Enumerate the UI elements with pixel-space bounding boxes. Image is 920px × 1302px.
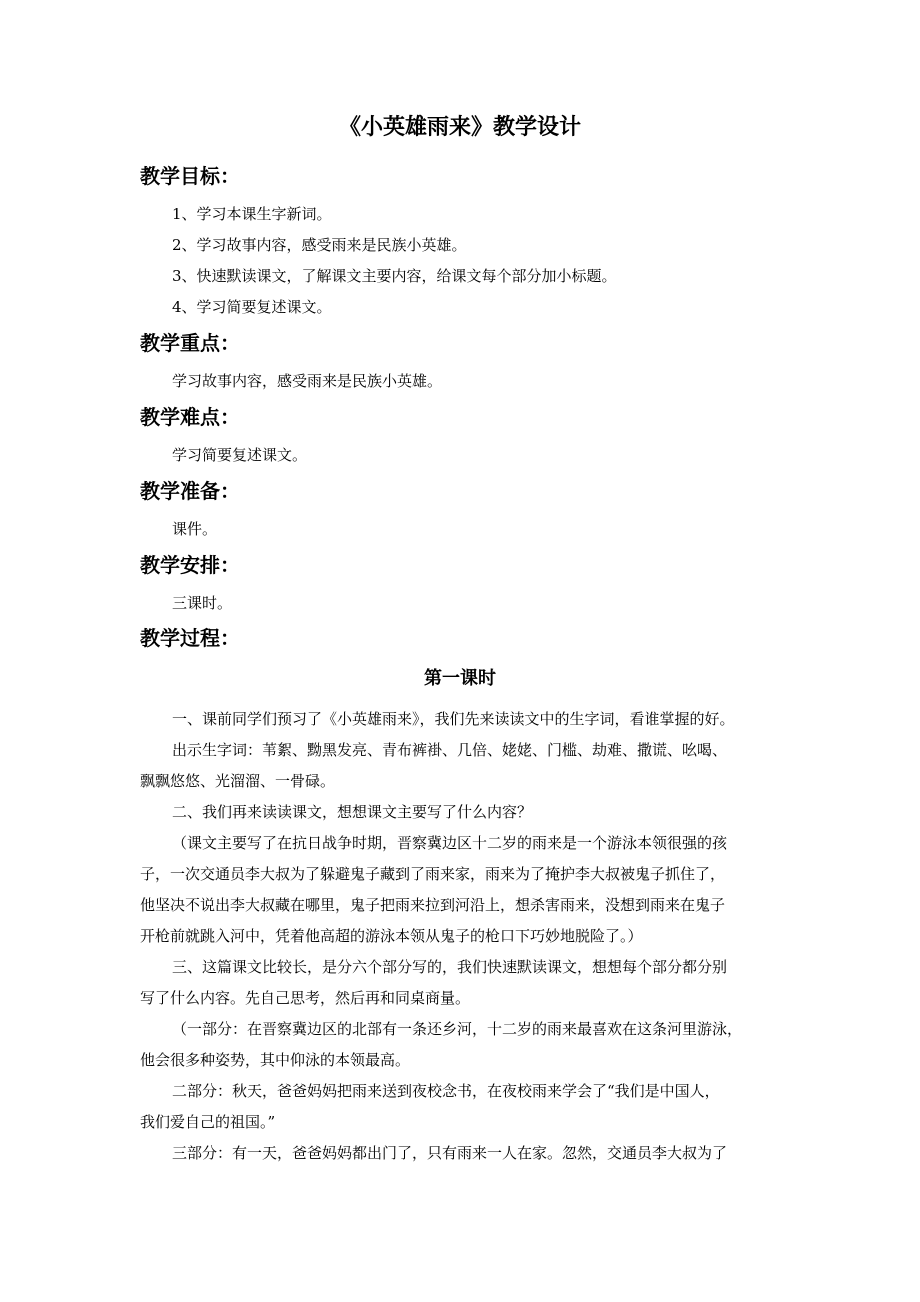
heading-goals: 教学目标： bbox=[140, 164, 240, 188]
difficulties-text: 学习简要复述课文。 bbox=[172, 446, 308, 464]
lesson-line: 开枪前就跳入河中，凭着他高超的游泳本领从鬼子的枪口下巧妙地脱险了。） bbox=[140, 927, 643, 945]
lesson-line: 飘飘悠悠、光溜溜、一骨碌。 bbox=[140, 772, 336, 790]
lesson-line: 三部分：有一天，爸爸妈妈都出门了，只有雨来一人在家。忽然，交通员李大叔为了 bbox=[172, 1144, 728, 1162]
goal-item-4: 4、学习简要复述课文。 bbox=[172, 298, 332, 316]
document-title: 《小英雄雨来》教学设计 bbox=[338, 115, 581, 140]
lesson-line: 二部分：秋天，爸爸妈妈把雨来送到夜校念书，在夜校雨来学会了“我们是中国人， bbox=[172, 1082, 720, 1100]
lesson-line: 一、课前同学们预习了《小英雄雨来》，我们先来读读文中的生字词，看谁掌握的好。 bbox=[172, 710, 735, 728]
lesson-line: （一部分：在晋察冀边区的北部有一条还乡河，十二岁的雨来最喜欢在这条河里游泳， bbox=[172, 1020, 743, 1038]
lesson-line: 他坚决不说出李大叔藏在哪里，鬼子把雨来拉到河沿上，想杀害雨来，没想到雨来在鬼子 bbox=[140, 896, 726, 914]
lesson-line: 出示生字词：苇絮、黝黑发亮、青布裤褂、几倍、姥姥、门槛、劫难、撒谎、吆喝、 bbox=[172, 741, 728, 759]
lesson-line: 二、我们再来读读课文，想想课文主要写了什么内容？ bbox=[172, 803, 533, 821]
preparation-text: 课件。 bbox=[172, 520, 218, 538]
lesson-line: 三、这篇课文比较长，是分六个部分写的，我们快速默读课文，想想每个部分都分别 bbox=[172, 958, 728, 976]
lesson-line: （课文主要写了在抗日战争时期，晋察冀边区十二岁的雨来是一个游泳本领很强的孩 bbox=[172, 834, 728, 852]
arrangement-text: 三课时。 bbox=[172, 594, 233, 612]
lesson-line: 子，一次交通员李大叔为了躲避鬼子藏到了雨来家，雨来为了掩护李大叔被鬼子抓住了， bbox=[140, 865, 726, 883]
heading-process: 教学过程： bbox=[140, 626, 240, 650]
heading-difficulties: 教学难点： bbox=[140, 405, 240, 429]
key-points-text: 学习故事内容，感受雨来是民族小英雄。 bbox=[172, 372, 443, 390]
lesson-line: 我们爱自己的祖国。” bbox=[140, 1113, 276, 1131]
lesson-line: 写了什么内容。先自己思考，然后再和同桌商量。 bbox=[140, 989, 471, 1007]
goal-item-3: 3、快速默读课文，了解课文主要内容，给课文每个部分加小标题。 bbox=[172, 267, 617, 285]
lesson-subtitle: 第一课时 bbox=[424, 668, 496, 689]
lesson-line: 他会很多种姿势，其中仰泳的本领最高。 bbox=[140, 1051, 411, 1069]
heading-preparation: 教学准备： bbox=[140, 479, 240, 503]
goal-item-2: 2、学习故事内容，感受雨来是民族小英雄。 bbox=[172, 236, 467, 254]
goal-item-1: 1、学习本课生字新词。 bbox=[172, 205, 332, 223]
heading-key-points: 教学重点： bbox=[140, 331, 240, 355]
heading-arrangement: 教学安排： bbox=[140, 553, 240, 577]
